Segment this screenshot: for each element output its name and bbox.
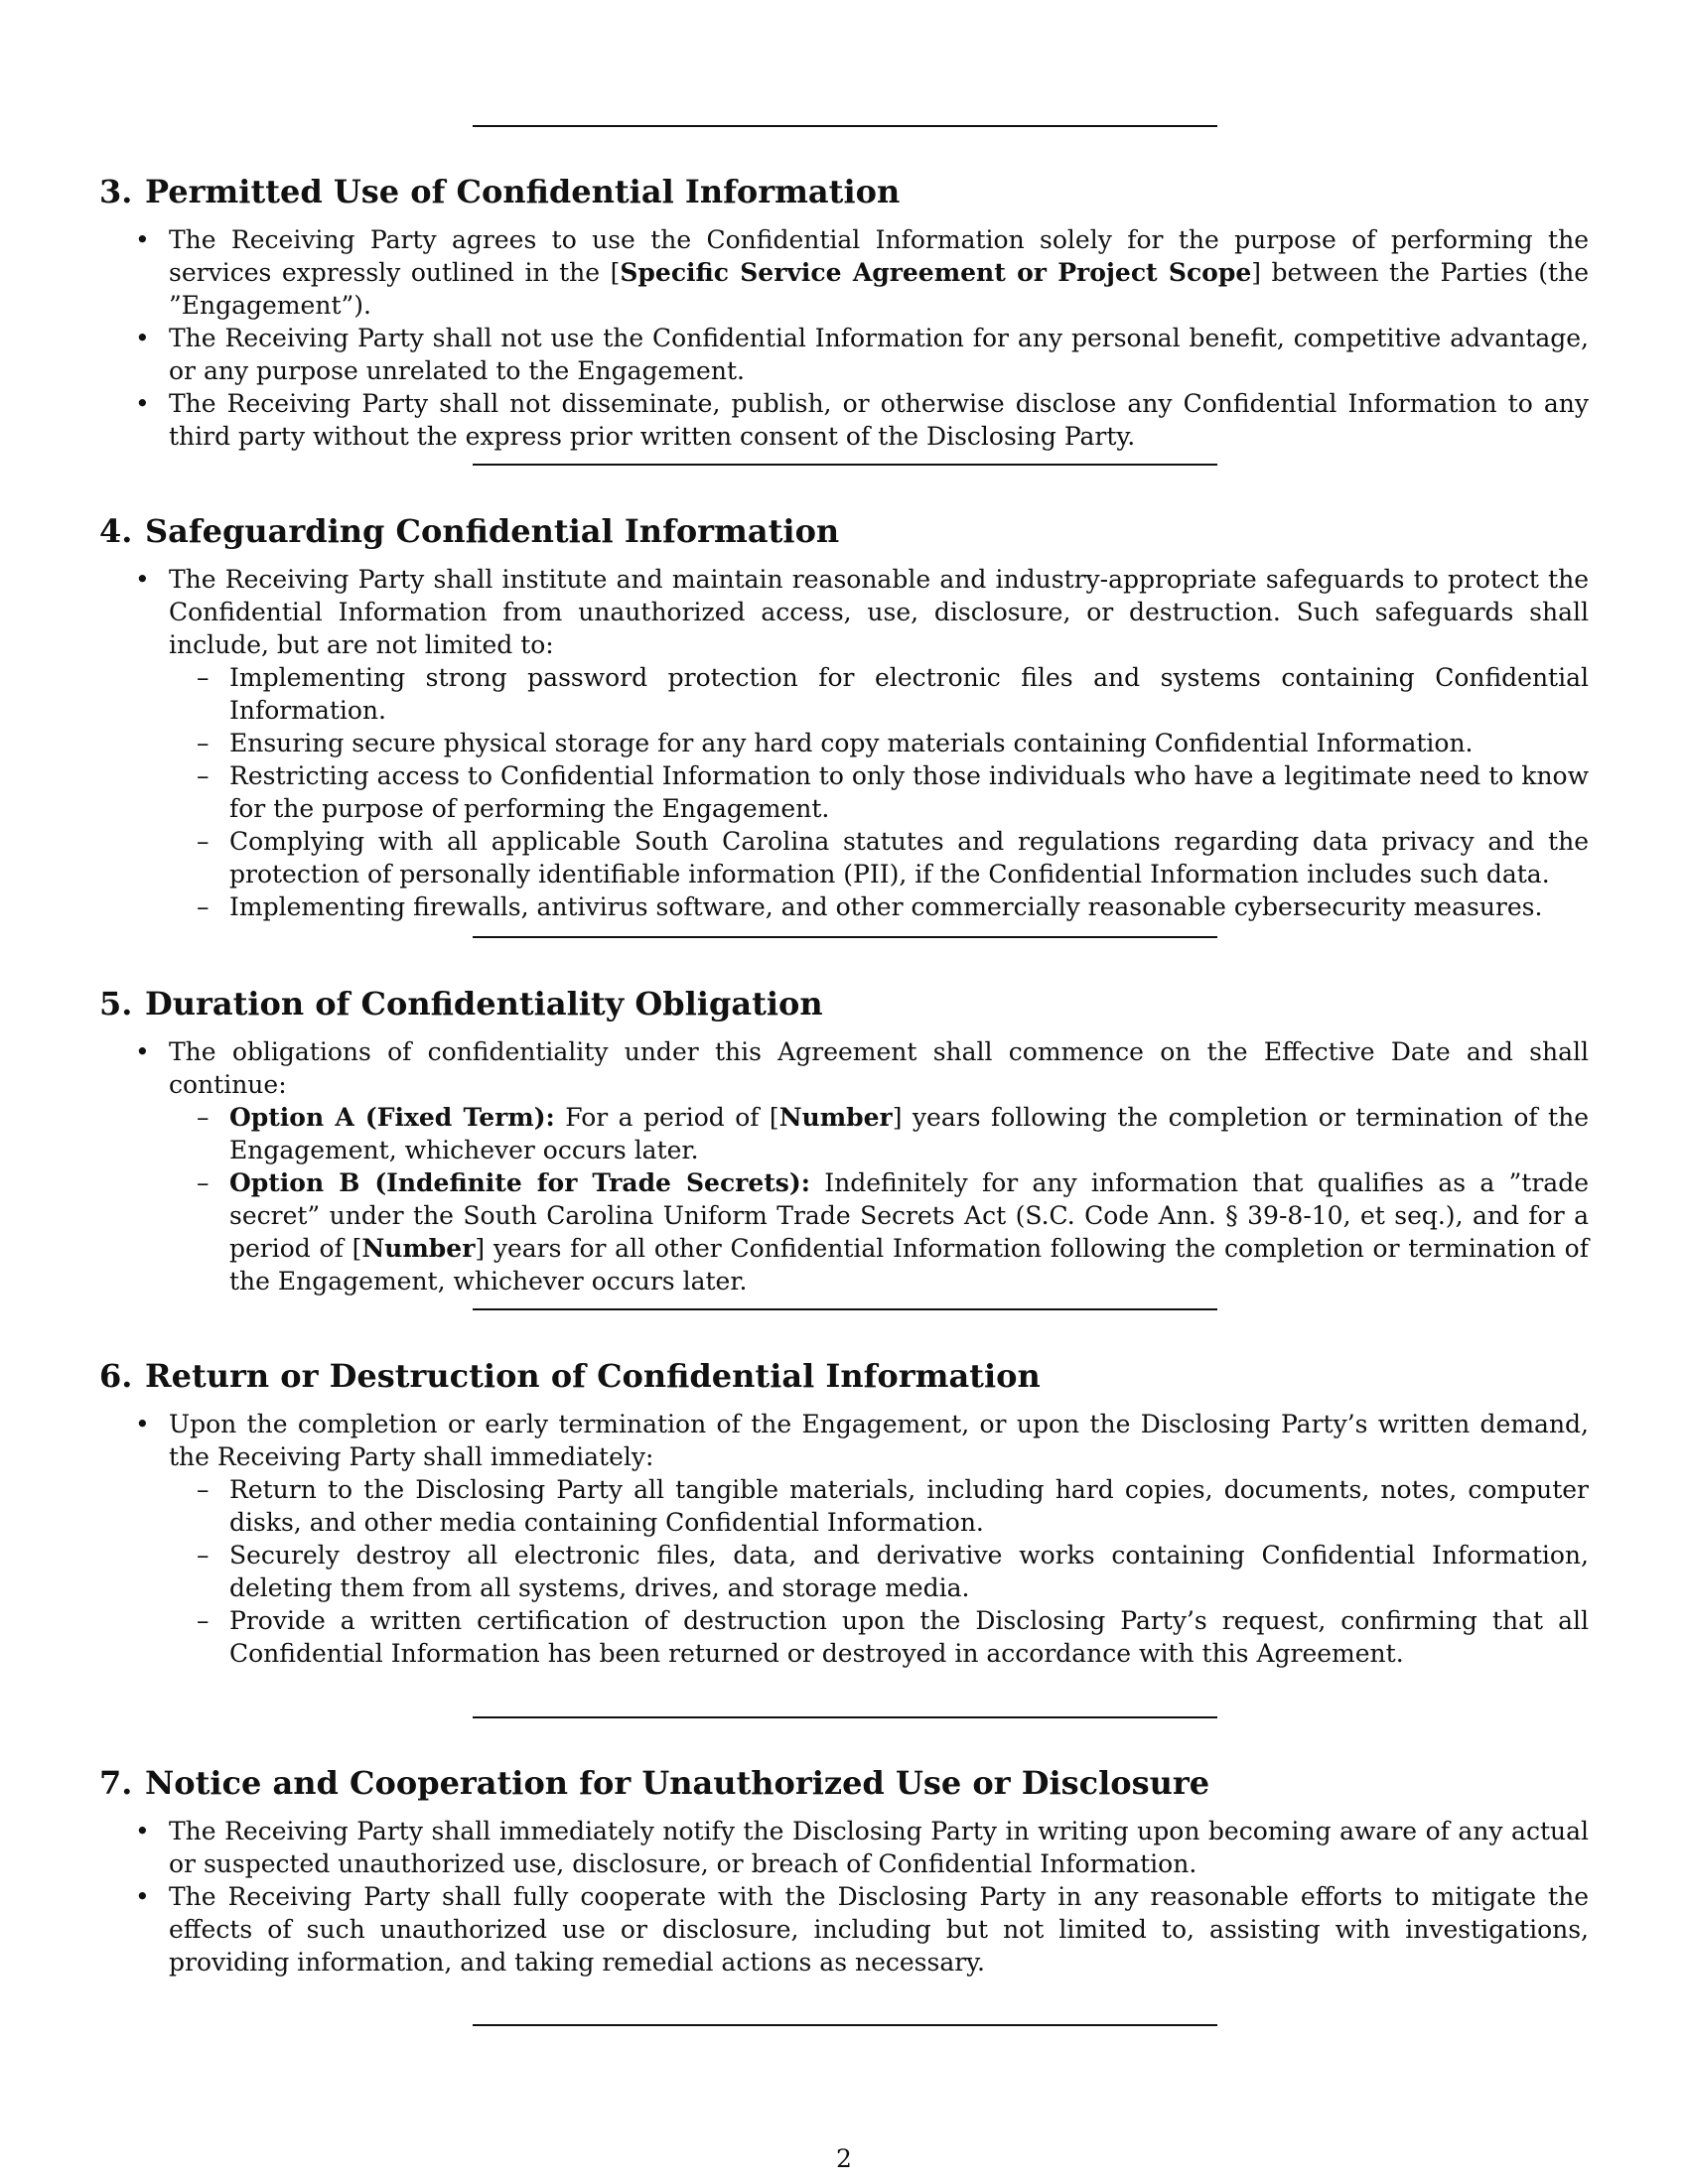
list-item [99, 1035, 1589, 1297]
item-text: The Receiving Party shall immediately notify the Disclosing Party in writing upon becoming aware of any actual or suspected unauthorized use, disclosure, or breach of Confidential Information. [169, 1817, 1589, 1878]
dash-icon: – [197, 1168, 210, 1197]
bullet-list [99, 1408, 1589, 1670]
dash-icon: – [197, 1475, 210, 1504]
dash-icon: – [197, 1103, 210, 1132]
sub-list-item [169, 727, 1589, 759]
sub-item-text: ] years for all other Confidential Information following the completion or termination of the Engagement, whichever occurs later. [229, 1234, 1589, 1296]
sub-item-text: Ensuring secure physical storage for any hard copy materials containing Confidential Information. [229, 729, 1474, 757]
section-number: 3. [99, 173, 133, 210]
dash-icon: – [197, 761, 210, 790]
bullet-list [99, 563, 1589, 923]
item-text: The Receiving Party shall fully cooperate with the Disclosing Party in any reasonable efforts to mitigate the effects of such unauthorized use or disclosure, including but not limited to, assisting with investigations, providing information, and taking remedial actions as necessary. [169, 1882, 1589, 1977]
sub-list-item [169, 1539, 1589, 1604]
item-text: The Receiving Party shall institute and maintain reasonable and industry-appropriate safeguards to protect the Confidential Information from unauthorized access, use, disclosure, or destruction. Such safeguards shall include, but are not limited to: [169, 565, 1589, 659]
section-number: 7. [99, 1764, 133, 1802]
sub-list-item [169, 825, 1589, 890]
sub-item-text: Securely destroy all electronic files, data, and derivative works containing Confidential Information, deleting them from all systems, drives, and storage media. [229, 1541, 1589, 1602]
list-item [99, 1408, 1589, 1670]
option-label: Option A (Fixed Term): [229, 1103, 555, 1132]
sub-list-item [169, 759, 1589, 825]
horizontal-rule [473, 2024, 1217, 2026]
section-7 [99, 1763, 1589, 1979]
item-text: The Receiving Party shall not use the Confidential Information for any personal benefit, competitive advantage, or any purpose unrelated to the Engagement. [169, 324, 1589, 385]
bullet-icon: • [135, 1410, 150, 1438]
list-item [99, 322, 1589, 387]
section-4 [99, 511, 1589, 923]
bullet-list [99, 1035, 1589, 1297]
section-number: 4. [99, 512, 133, 550]
section-3 [99, 172, 1589, 453]
sub-item-text: Implementing strong password protection for electronic files and systems containing Confidential Information. [229, 663, 1589, 725]
item-text: The Receiving Party agrees to use the Confidential Information solely for the purpose of performing the services expressly outlined in the [ [169, 225, 1589, 287]
bullet-icon: • [135, 1882, 150, 1911]
dash-icon: – [197, 663, 210, 692]
item-text: The obligations of confidentiality under this Agreement shall commence on the Effective Date and shall continue: [169, 1037, 1589, 1099]
sub-item-text: Restricting access to Confidential Information to only those individuals who have a legitimate need to know for the purpose of performing the Engagement. [229, 761, 1589, 823]
dash-icon: – [197, 1541, 210, 1570]
section-5 [99, 984, 1589, 1297]
section-heading [99, 1356, 1589, 1396]
horizontal-rule [473, 1308, 1217, 1310]
section-6 [99, 1356, 1589, 1670]
sub-list [169, 1473, 1589, 1670]
section-number: 5. [99, 985, 133, 1023]
sub-item-text: ] years following the completion or termination of the Engagement, whichever occurs later. [229, 1103, 1589, 1164]
sub-list-item [169, 1604, 1589, 1670]
dash-icon: – [197, 892, 210, 921]
bullet-list [99, 1815, 1589, 1979]
bullet-icon: • [135, 324, 150, 352]
list-item [99, 1815, 1589, 1880]
section-title: Notice and Cooperation for Unauthorized Use or Disclosure [145, 1764, 1210, 1802]
horizontal-rule [473, 1716, 1217, 1718]
dash-icon: – [197, 729, 210, 757]
page-number: 2 [836, 2144, 852, 2173]
bullet-list [99, 223, 1589, 453]
option-label: Option B (Indefinite for Trade Secrets): [229, 1168, 810, 1197]
list-item [99, 387, 1589, 453]
horizontal-rule [473, 464, 1217, 466]
section-heading [99, 1763, 1589, 1803]
sub-list-item [169, 890, 1589, 923]
placeholder-text: Specific Service Agreement or Project Scope [620, 258, 1252, 287]
sub-list [169, 1101, 1589, 1297]
sub-list-item [169, 1473, 1589, 1539]
horizontal-rule [473, 936, 1217, 938]
section-title: Permitted Use of Confidential Information [145, 173, 901, 210]
horizontal-rule [473, 125, 1217, 127]
sub-item-text: For a period of [ [554, 1103, 779, 1132]
option-b-item [169, 1166, 1589, 1297]
section-heading [99, 511, 1589, 551]
section-title: Duration of Confidentiality Obligation [145, 985, 823, 1023]
list-item [99, 1880, 1589, 1979]
dash-icon: – [197, 1606, 210, 1635]
bullet-icon: • [135, 225, 150, 254]
bullet-icon: • [135, 565, 150, 594]
placeholder-text: Number [778, 1103, 893, 1132]
sub-item-text: Indefinitely for any information that qualifies as a ”trade secret” under the South Carolina Uniform Trade Secrets Act (S.C. Code Ann. § 39-8-10, et seq.), and for a period of [ [229, 1168, 1589, 1263]
sub-item-text: Complying with all applicable South Carolina statutes and regulations regarding data privacy and the protection of personally identifiable information (PII), if the Confidential Information includes such data. [229, 827, 1589, 888]
item-text: The Receiving Party shall not disseminate, publish, or otherwise disclose any Confidential Information to any third party without the express prior written consent of the Disclosing Party. [169, 389, 1589, 451]
list-item [99, 563, 1589, 923]
sub-list-item [169, 661, 1589, 727]
sub-item-text: Provide a written certification of destruction upon the Disclosing Party’s request, confirming that all Confidential Information has been returned or destroyed in accordance with this Agreement. [229, 1606, 1589, 1668]
bullet-icon: • [135, 389, 150, 418]
item-text: Upon the completion or early termination of the Engagement, or upon the Disclosing Party’s written demand, the Receiving Party shall immediately: [169, 1410, 1589, 1471]
option-a-item [169, 1101, 1589, 1166]
section-title: Safeguarding Confidential Information [145, 512, 840, 550]
section-title: Return or Destruction of Confidential Information [145, 1357, 1041, 1395]
sub-list [169, 661, 1589, 923]
bullet-icon: • [135, 1037, 150, 1066]
sub-item-text: Implementing firewalls, antivirus software, and other commercially reasonable cybersecurity measures. [229, 892, 1543, 921]
dash-icon: – [197, 827, 210, 856]
sub-item-text: Return to the Disclosing Party all tangible materials, including hard copies, documents, notes, computer disks, and other media containing Confidential Information. [229, 1475, 1589, 1537]
list-item [99, 223, 1589, 322]
section-heading [99, 172, 1589, 211]
bullet-icon: • [135, 1817, 150, 1845]
section-number: 6. [99, 1357, 133, 1395]
item-text: ] between the Parties (the ”Engagement”). [169, 258, 1589, 320]
section-heading [99, 984, 1589, 1024]
placeholder-text: Number [361, 1234, 476, 1263]
